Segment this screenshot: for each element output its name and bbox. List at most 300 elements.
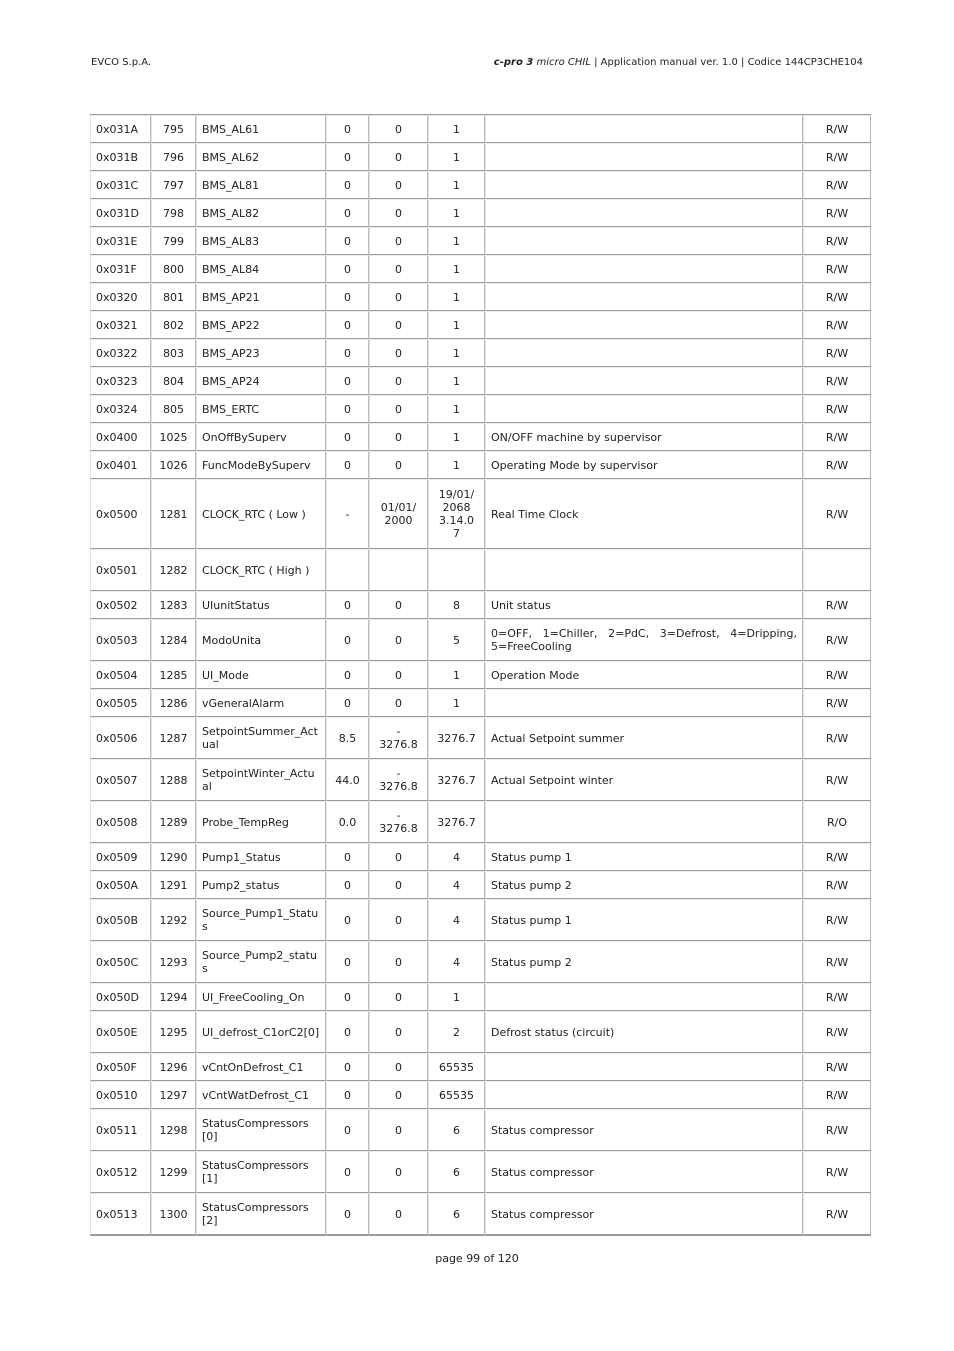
cell-min — [369, 549, 428, 591]
cell-hex: 0x0324 — [90, 395, 151, 423]
register-table — [90, 114, 871, 1236]
cell-default: 0 — [326, 1081, 369, 1109]
cell-access: R/W — [803, 619, 871, 661]
cell-access: R/W — [803, 171, 871, 199]
table-row — [90, 1081, 871, 1109]
table-row — [90, 479, 871, 549]
cell-min: 0 — [369, 871, 428, 899]
cell-dec: 801 — [151, 283, 196, 311]
cell-dec: 795 — [151, 115, 196, 143]
cell-access: R/W — [803, 423, 871, 451]
cell-min: 0 — [369, 941, 428, 983]
cell-default: 0 — [326, 311, 369, 339]
table-row — [90, 451, 871, 479]
cell-name: StatusCompressors[0] — [196, 1109, 326, 1151]
cell-hex: 0x0502 — [90, 591, 151, 619]
cell-dec: 1287 — [151, 717, 196, 759]
cell-min: - 3276.8 — [369, 801, 428, 843]
cell-max: 4 — [428, 941, 485, 983]
cell-name: BMS_AL84 — [196, 255, 326, 283]
cell-hex: 0x0323 — [90, 367, 151, 395]
cell-dec: 804 — [151, 367, 196, 395]
cell-default: 0 — [326, 1109, 369, 1151]
cell-access: R/W — [803, 395, 871, 423]
table-row — [90, 661, 871, 689]
cell-max: 1 — [428, 199, 485, 227]
table-row — [90, 619, 871, 661]
cell-hex: 0x031A — [90, 115, 151, 143]
cell-max: 1 — [428, 423, 485, 451]
cell-default — [326, 549, 369, 591]
cell-min: 0 — [369, 255, 428, 283]
cell-description: Status compressor — [485, 1193, 803, 1235]
cell-min: 0 — [369, 339, 428, 367]
table-row — [90, 311, 871, 339]
cell-default: 0.0 — [326, 801, 369, 843]
cell-description — [485, 983, 803, 1011]
cell-default: 0 — [326, 871, 369, 899]
cell-hex: 0x050F — [90, 1053, 151, 1081]
table-row — [90, 759, 871, 801]
cell-access: R/W — [803, 115, 871, 143]
table-row — [90, 255, 871, 283]
cell-default: 0 — [326, 255, 369, 283]
cell-default: 0 — [326, 661, 369, 689]
cell-dec: 1026 — [151, 451, 196, 479]
cell-min: 0 — [369, 619, 428, 661]
cell-description: Status pump 1 — [485, 843, 803, 871]
table-row — [90, 423, 871, 451]
cell-access: R/W — [803, 1081, 871, 1109]
cell-name: BMS_ERTC — [196, 395, 326, 423]
table-row — [90, 367, 871, 395]
cell-hex: 0x0511 — [90, 1109, 151, 1151]
cell-min: 0 — [369, 1109, 428, 1151]
cell-default: 0 — [326, 339, 369, 367]
cell-access: R/W — [803, 367, 871, 395]
table-row — [90, 1011, 871, 1053]
cell-description — [485, 115, 803, 143]
cell-access: R/W — [803, 1193, 871, 1235]
cell-default: 8.5 — [326, 717, 369, 759]
cell-hex: 0x0509 — [90, 843, 151, 871]
cell-access: R/W — [803, 1109, 871, 1151]
cell-max: 8 — [428, 591, 485, 619]
cell-description: Status compressor — [485, 1109, 803, 1151]
cell-min: - 3276.8 — [369, 717, 428, 759]
cell-dec: 1292 — [151, 899, 196, 941]
cell-access: R/W — [803, 941, 871, 983]
cell-dec: 1291 — [151, 871, 196, 899]
cell-dec: 1297 — [151, 1081, 196, 1109]
cell-default: 0 — [326, 395, 369, 423]
cell-min: 0 — [369, 1053, 428, 1081]
cell-dec: 1285 — [151, 661, 196, 689]
cell-name: BMS_AL62 — [196, 143, 326, 171]
cell-name: StatusCompressors[2] — [196, 1193, 326, 1235]
cell-hex: 0x0503 — [90, 619, 151, 661]
cell-hex: 0x0505 — [90, 689, 151, 717]
cell-name: UI_defrost_C1orC2[0] — [196, 1011, 326, 1053]
cell-default: 0 — [326, 1011, 369, 1053]
cell-hex: 0x0506 — [90, 717, 151, 759]
cell-name: BMS_AL61 — [196, 115, 326, 143]
cell-hex: 0x0512 — [90, 1151, 151, 1193]
table-row — [90, 115, 871, 143]
cell-max: 1 — [428, 311, 485, 339]
cell-access: R/W — [803, 899, 871, 941]
cell-access: R/W — [803, 451, 871, 479]
cell-description: Status pump 2 — [485, 941, 803, 983]
cell-default: 0 — [326, 227, 369, 255]
cell-hex: 0x0400 — [90, 423, 151, 451]
cell-description: Operation Mode — [485, 661, 803, 689]
cell-max: 3276.7 — [428, 759, 485, 801]
cell-min: 0 — [369, 1081, 428, 1109]
cell-dec: 1300 — [151, 1193, 196, 1235]
cell-default: 0 — [326, 283, 369, 311]
cell-description — [485, 199, 803, 227]
cell-dec: 1299 — [151, 1151, 196, 1193]
table-row — [90, 549, 871, 591]
cell-access: R/W — [803, 759, 871, 801]
table-row — [90, 199, 871, 227]
cell-name: ModoUnita — [196, 619, 326, 661]
cell-default: 0 — [326, 1151, 369, 1193]
cell-min: 0 — [369, 983, 428, 1011]
cell-name: UIunitStatus — [196, 591, 326, 619]
cell-description — [485, 801, 803, 843]
table-row — [90, 1151, 871, 1193]
cell-description — [485, 171, 803, 199]
cell-access: R/W — [803, 871, 871, 899]
cell-min: 0 — [369, 689, 428, 717]
table-row — [90, 983, 871, 1011]
cell-access — [803, 549, 871, 591]
cell-default: 0 — [326, 367, 369, 395]
cell-dec: 799 — [151, 227, 196, 255]
cell-default: 0 — [326, 899, 369, 941]
cell-min: 0 — [369, 367, 428, 395]
cell-dec: 1298 — [151, 1109, 196, 1151]
cell-default: 0 — [326, 171, 369, 199]
cell-access: R/W — [803, 339, 871, 367]
cell-hex: 0x0320 — [90, 283, 151, 311]
cell-name: BMS_AP24 — [196, 367, 326, 395]
cell-name: CLOCK_RTC ( Low ) — [196, 479, 326, 549]
cell-min: 0 — [369, 591, 428, 619]
cell-min: 0 — [369, 843, 428, 871]
table-row — [90, 1193, 871, 1235]
cell-max: 1 — [428, 367, 485, 395]
cell-name: BMS_AL81 — [196, 171, 326, 199]
cell-max: 6 — [428, 1109, 485, 1151]
cell-min: 0 — [369, 199, 428, 227]
cell-name: SetpointSummer_Actual — [196, 717, 326, 759]
cell-description — [485, 339, 803, 367]
cell-dec: 1283 — [151, 591, 196, 619]
cell-access: R/W — [803, 717, 871, 759]
cell-dec: 796 — [151, 143, 196, 171]
cell-min: 0 — [369, 143, 428, 171]
cell-description: Real Time Clock — [485, 479, 803, 549]
cell-min: 0 — [369, 899, 428, 941]
cell-description — [485, 283, 803, 311]
cell-max: 1 — [428, 283, 485, 311]
header-manual-info: | Application manual ver. 1.0 | Codice 144CP3CHE104 — [590, 57, 863, 68]
cell-description — [485, 689, 803, 717]
cell-min: 0 — [369, 1011, 428, 1053]
cell-max: 4 — [428, 899, 485, 941]
cell-min: 0 — [369, 227, 428, 255]
cell-max: 6 — [428, 1193, 485, 1235]
cell-name: Source_Pump1_Status — [196, 899, 326, 941]
table-row — [90, 843, 871, 871]
cell-max: 1 — [428, 143, 485, 171]
cell-description: ON/OFF machine by supervisor — [485, 423, 803, 451]
cell-min: 0 — [369, 283, 428, 311]
cell-min: 0 — [369, 1193, 428, 1235]
cell-hex: 0x0504 — [90, 661, 151, 689]
cell-dec: 1281 — [151, 479, 196, 549]
cell-name: BMS_AL83 — [196, 227, 326, 255]
cell-description — [485, 367, 803, 395]
cell-hex: 0x0500 — [90, 479, 151, 549]
cell-max: 1 — [428, 689, 485, 717]
cell-name: OnOffBySuperv — [196, 423, 326, 451]
cell-description: Defrost status (circuit) — [485, 1011, 803, 1053]
cell-max: 1 — [428, 395, 485, 423]
cell-description: Operating Mode by supervisor — [485, 451, 803, 479]
cell-hex: 0x0513 — [90, 1193, 151, 1235]
cell-access: R/W — [803, 689, 871, 717]
cell-name: SetpointWinter_Actual — [196, 759, 326, 801]
cell-name: UI_FreeCooling_On — [196, 983, 326, 1011]
cell-hex: 0x050D — [90, 983, 151, 1011]
cell-min: 0 — [369, 451, 428, 479]
cell-access: R/W — [803, 143, 871, 171]
cell-hex: 0x050C — [90, 941, 151, 983]
cell-max: 4 — [428, 871, 485, 899]
table-row — [90, 801, 871, 843]
cell-max: 1 — [428, 255, 485, 283]
cell-dec: 798 — [151, 199, 196, 227]
cell-default: 0 — [326, 591, 369, 619]
cell-description: Status pump 1 — [485, 899, 803, 941]
cell-min: 0 — [369, 311, 428, 339]
cell-dec: 800 — [151, 255, 196, 283]
cell-name: Pump2_status — [196, 871, 326, 899]
cell-dec: 805 — [151, 395, 196, 423]
cell-description — [485, 143, 803, 171]
cell-default: - — [326, 479, 369, 549]
cell-default: 0 — [326, 199, 369, 227]
cell-min: 0 — [369, 423, 428, 451]
cell-dec: 1289 — [151, 801, 196, 843]
cell-hex: 0x0401 — [90, 451, 151, 479]
cell-access: R/W — [803, 479, 871, 549]
table-row — [90, 283, 871, 311]
cell-hex: 0x031C — [90, 171, 151, 199]
table-row — [90, 689, 871, 717]
cell-access: R/W — [803, 199, 871, 227]
table-row — [90, 143, 871, 171]
table-row — [90, 227, 871, 255]
cell-description: Unit status — [485, 591, 803, 619]
cell-default: 44.0 — [326, 759, 369, 801]
cell-access: R/W — [803, 1151, 871, 1193]
cell-name: Probe_TempReg — [196, 801, 326, 843]
cell-min: 0 — [369, 1151, 428, 1193]
cell-access: R/W — [803, 311, 871, 339]
cell-max: 5 — [428, 619, 485, 661]
cell-default: 0 — [326, 423, 369, 451]
cell-max: 2 — [428, 1011, 485, 1053]
cell-access: R/W — [803, 843, 871, 871]
cell-description — [485, 227, 803, 255]
cell-description — [485, 311, 803, 339]
cell-default: 0 — [326, 983, 369, 1011]
cell-hex: 0x050E — [90, 1011, 151, 1053]
cell-dec: 1295 — [151, 1011, 196, 1053]
table-row — [90, 941, 871, 983]
cell-hex: 0x0507 — [90, 759, 151, 801]
table-row — [90, 717, 871, 759]
cell-access: R/W — [803, 661, 871, 689]
cell-max: 4 — [428, 843, 485, 871]
header-title — [494, 57, 863, 68]
cell-min: 0 — [369, 171, 428, 199]
cell-dec: 1282 — [151, 549, 196, 591]
cell-name: UI_Mode — [196, 661, 326, 689]
cell-hex: 0x0321 — [90, 311, 151, 339]
cell-min: 01/01/ 2000 — [369, 479, 428, 549]
header-product-bold: c-pro 3 — [493, 57, 534, 68]
cell-default: 0 — [326, 941, 369, 983]
cell-dec: 1296 — [151, 1053, 196, 1081]
page-number: page 99 of 120 — [435, 1252, 519, 1265]
cell-access: R/W — [803, 983, 871, 1011]
cell-name: vCntOnDefrost_C1 — [196, 1053, 326, 1081]
cell-name: Source_Pump2_status — [196, 941, 326, 983]
cell-description: Actual Setpoint summer — [485, 717, 803, 759]
cell-dec: 1293 — [151, 941, 196, 983]
cell-name: vCntWatDefrost_C1 — [196, 1081, 326, 1109]
cell-description — [485, 255, 803, 283]
cell-dec: 1286 — [151, 689, 196, 717]
cell-access: R/W — [803, 1053, 871, 1081]
cell-description: Status compressor — [485, 1151, 803, 1193]
cell-max: 1 — [428, 451, 485, 479]
table-row — [90, 1053, 871, 1081]
cell-dec: 803 — [151, 339, 196, 367]
cell-description: Status pump 2 — [485, 871, 803, 899]
cell-min: 0 — [369, 395, 428, 423]
cell-name: CLOCK_RTC ( High ) — [196, 549, 326, 591]
cell-dec: 1290 — [151, 843, 196, 871]
cell-access: R/W — [803, 227, 871, 255]
table-row — [90, 171, 871, 199]
cell-description — [485, 549, 803, 591]
cell-access: R/W — [803, 591, 871, 619]
table-row — [90, 395, 871, 423]
table-row — [90, 1109, 871, 1151]
cell-max: 1 — [428, 171, 485, 199]
cell-hex: 0x050B — [90, 899, 151, 941]
cell-max — [428, 549, 485, 591]
cell-access: R/W — [803, 283, 871, 311]
cell-default: 0 — [326, 619, 369, 661]
cell-description — [485, 395, 803, 423]
cell-hex: 0x031B — [90, 143, 151, 171]
cell-hex: 0x0508 — [90, 801, 151, 843]
cell-max: 3276.7 — [428, 717, 485, 759]
cell-default: 0 — [326, 143, 369, 171]
table-row — [90, 339, 871, 367]
cell-default: 0 — [326, 451, 369, 479]
cell-description — [485, 1053, 803, 1081]
cell-max: 3276.7 — [428, 801, 485, 843]
cell-hex: 0x0510 — [90, 1081, 151, 1109]
cell-max: 65535 — [428, 1081, 485, 1109]
cell-access: R/W — [803, 1011, 871, 1053]
cell-hex: 0x031D — [90, 199, 151, 227]
cell-hex: 0x031E — [90, 227, 151, 255]
cell-dec: 802 — [151, 311, 196, 339]
cell-default: 0 — [326, 689, 369, 717]
cell-default: 0 — [326, 1053, 369, 1081]
cell-description — [485, 1081, 803, 1109]
cell-max: 65535 — [428, 1053, 485, 1081]
cell-dec: 1284 — [151, 619, 196, 661]
cell-name: StatusCompressors[1] — [196, 1151, 326, 1193]
cell-dec: 1288 — [151, 759, 196, 801]
cell-dec: 1025 — [151, 423, 196, 451]
header-product-italic: micro CHIL — [536, 57, 591, 68]
cell-default: 0 — [326, 843, 369, 871]
cell-description: Actual Setpoint winter — [485, 759, 803, 801]
cell-name: FuncModeBySuperv — [196, 451, 326, 479]
cell-max: 1 — [428, 661, 485, 689]
cell-description: 0=OFF, 1=Chiller, 2=PdC, 3=Defrost, 4=Dripping, 5=FreeCooling — [485, 619, 803, 661]
cell-hex: 0x031F — [90, 255, 151, 283]
cell-hex: 0x0501 — [90, 549, 151, 591]
cell-max: 19/01/ 2068 3.14.0 7 — [428, 479, 485, 549]
cell-min: - 3276.8 — [369, 759, 428, 801]
table-row — [90, 899, 871, 941]
cell-max: 1 — [428, 339, 485, 367]
cell-max: 1 — [428, 227, 485, 255]
table-row — [90, 871, 871, 899]
header-company: EVCO S.p.A. — [91, 57, 152, 68]
cell-access: R/O — [803, 801, 871, 843]
cell-hex: 0x050A — [90, 871, 151, 899]
cell-min: 0 — [369, 115, 428, 143]
table-row — [90, 591, 871, 619]
cell-name: vGeneralAlarm — [196, 689, 326, 717]
cell-access: R/W — [803, 255, 871, 283]
cell-max: 1 — [428, 983, 485, 1011]
cell-dec: 797 — [151, 171, 196, 199]
cell-default: 0 — [326, 1193, 369, 1235]
cell-name: BMS_AL82 — [196, 199, 326, 227]
cell-name: Pump1_Status — [196, 843, 326, 871]
cell-max: 1 — [428, 115, 485, 143]
cell-default: 0 — [326, 115, 369, 143]
cell-max: 6 — [428, 1151, 485, 1193]
cell-name: BMS_AP22 — [196, 311, 326, 339]
cell-dec: 1294 — [151, 983, 196, 1011]
